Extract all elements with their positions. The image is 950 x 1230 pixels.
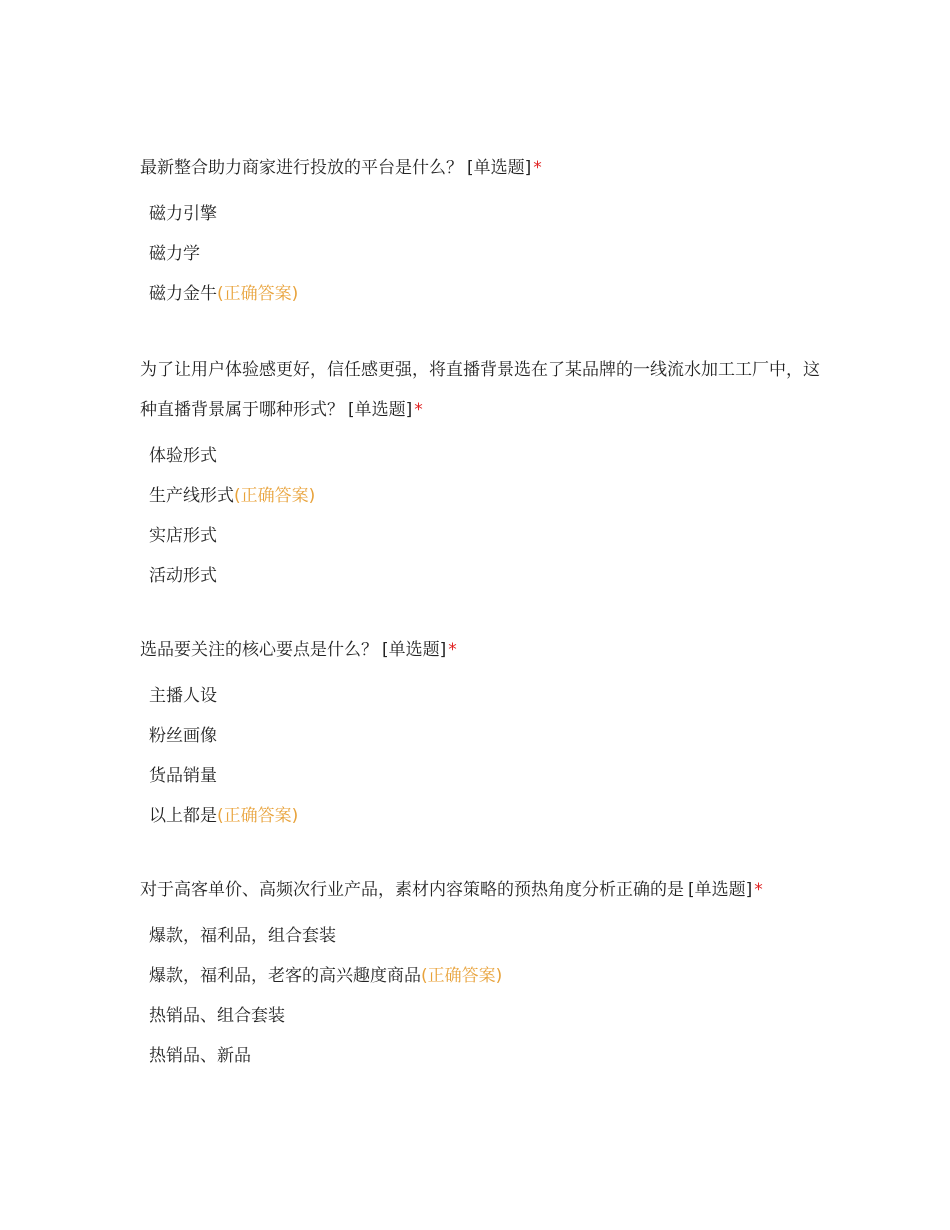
option-item [140, 436, 820, 476]
option-label: 生产线形式 [149, 486, 234, 506]
question-type-label: [单选题] [688, 880, 753, 900]
question-title [140, 630, 820, 670]
option-label: 货品销量 [149, 766, 217, 786]
question-title [140, 870, 820, 910]
option-label: 实店形式 [149, 526, 217, 546]
option-label: 热销品、组合套装 [149, 1006, 285, 1026]
options-list [140, 676, 820, 836]
question-type-label: [单选题] [382, 640, 447, 660]
option-item [140, 716, 820, 756]
required-mark: * [448, 640, 457, 660]
option-item [140, 194, 820, 234]
correct-answer-tag: (正确答案) [217, 806, 299, 826]
options-list [140, 916, 820, 1076]
question-text: 最新整合助力商家进行投放的平台是什么？ [140, 158, 463, 178]
option-item [140, 996, 820, 1036]
option-label: 以上都是 [149, 806, 217, 826]
option-item [140, 796, 820, 836]
option-label: 活动形式 [149, 566, 217, 586]
required-mark: * [414, 400, 423, 420]
question-title [140, 148, 820, 188]
option-item [140, 916, 820, 956]
option-item [140, 274, 820, 314]
options-list [140, 194, 820, 314]
option-item [140, 556, 820, 596]
correct-answer-tag: (正确答案) [421, 966, 503, 986]
required-mark: * [754, 880, 763, 900]
option-label: 热销品、新品 [149, 1046, 251, 1066]
option-item [140, 516, 820, 556]
question-2 [140, 350, 820, 596]
option-label: 磁力学 [149, 244, 200, 264]
option-label: 磁力金牛 [149, 284, 217, 304]
question-1 [140, 148, 820, 314]
question-3 [140, 630, 820, 836]
option-item [140, 1036, 820, 1076]
option-label: 主播人设 [149, 686, 217, 706]
required-mark: * [533, 158, 542, 178]
option-label: 粉丝画像 [149, 726, 217, 746]
option-item [140, 476, 820, 516]
options-list [140, 436, 820, 596]
option-label: 磁力引擎 [149, 204, 217, 224]
correct-answer-tag: (正确答案) [234, 486, 316, 506]
correct-answer-tag: (正确答案) [217, 284, 299, 304]
option-item [140, 756, 820, 796]
question-text: 为了让用户体验感更好，信任感更强，将直播背景选在了某品牌的一线流水加工工厂中，这种直播背景属于哪种形式？ [140, 360, 820, 420]
question-title [140, 350, 820, 430]
question-4 [140, 870, 820, 1076]
option-label: 爆款，福利品，组合套装 [149, 926, 336, 946]
option-label: 爆款，福利品，老客的高兴趣度商品 [149, 966, 421, 986]
option-item [140, 234, 820, 274]
question-text: 对于高客单价、高频次行业产品，素材内容策略的预热角度分析正确的是 [140, 880, 684, 900]
option-item [140, 956, 820, 996]
question-text: 选品要关注的核心要点是什么？ [140, 640, 378, 660]
option-item [140, 676, 820, 716]
question-type-label: [单选题] [348, 400, 413, 420]
option-label: 体验形式 [149, 446, 217, 466]
question-type-label: [单选题] [467, 158, 532, 178]
